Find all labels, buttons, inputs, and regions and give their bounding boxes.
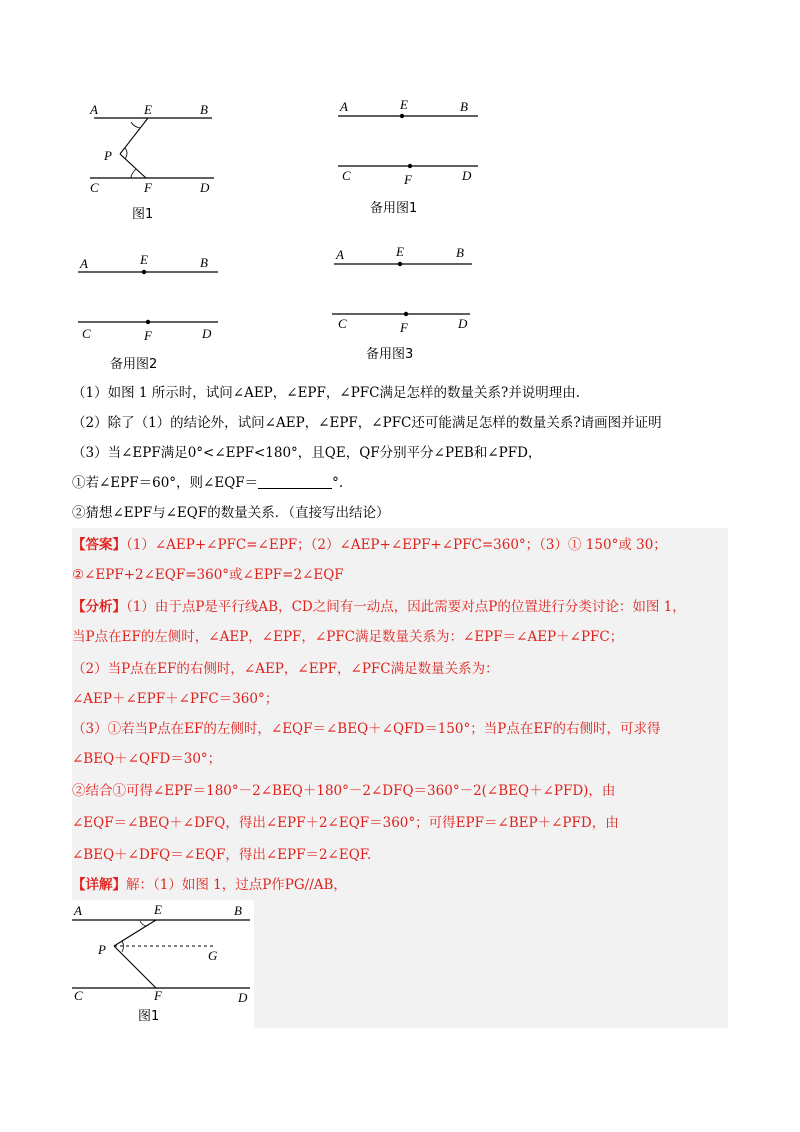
label-B: B <box>200 102 208 117</box>
question-3-part-1-unit: °. <box>332 475 344 491</box>
spare-figure-3 <box>330 242 480 367</box>
label-B: B <box>460 99 468 114</box>
label-C: C <box>342 168 351 183</box>
label-D: D <box>458 316 468 331</box>
spare-figure-1-drawing <box>334 96 484 221</box>
analysis-line-6: ∠BEQ＋∠QFD＝30°； <box>72 751 222 767</box>
question-2: （2）除了（1）的结论外，试问∠AEP，∠EPF，∠PFC还可能满足怎样的数量关系?请画图并证明 <box>72 415 662 431</box>
spare-figure-2-drawing <box>76 252 226 377</box>
detail-text-1: 解：（1）如图 1，过点P作PG//AB， <box>126 877 347 893</box>
label-E: E <box>400 97 408 112</box>
analysis-text-1: （1）由于点P是平行线AB，CD之间有一动点，因此需要对点P的位置进行分类讨论：如图 1， <box>126 599 686 615</box>
label-A: A <box>90 102 98 117</box>
detail-figure-caption: 图1 <box>138 1009 160 1024</box>
analysis-line-3: （2）当P点在EF的右侧时，∠AEP，∠EPF，∠PFC满足数量关系为： <box>72 661 499 677</box>
analysis-line-1 <box>72 598 732 616</box>
answer-line-1 <box>72 536 732 554</box>
label-F: F <box>404 172 412 187</box>
label-B: B <box>234 903 242 918</box>
figure-1-drawing <box>84 96 224 226</box>
analysis-tag: 【分析】 <box>72 599 126 615</box>
spare-figure-1-caption: 备用图1 <box>370 201 418 216</box>
label-G: G <box>208 948 218 963</box>
label-E: E <box>144 102 152 117</box>
analysis-line-7: ②结合①可得∠EPF＝180°－2∠BEQ＋180°－2∠DFQ＝360°－2(∠BEQ＋∠PFD)，由 <box>72 783 616 799</box>
analysis-line-8: ∠EQF＝∠BEQ＋∠DFQ，得出∠EPF＋2∠EQF＝360°；可得EPF＝∠BEP＋∠PFD，由 <box>72 815 619 831</box>
label-P: P <box>104 148 112 163</box>
spare-figure-3-caption: 备用图3 <box>366 347 414 362</box>
label-D: D <box>238 990 248 1005</box>
label-E: E <box>140 252 148 267</box>
question-3: （3）当∠EPF满足0°<∠EPF<180°，且QE，QF分别平分∠PEB和∠PFD， <box>72 445 542 461</box>
spare-figure-3-drawing <box>330 242 480 367</box>
label-F: F <box>144 180 152 195</box>
detail-figure-drawing <box>72 900 254 1028</box>
question-3-part-1-text: ①若∠EPF＝60°，则∠EQF＝ <box>72 475 259 491</box>
label-A: A <box>336 247 344 262</box>
label-P: P <box>98 942 106 957</box>
label-C: C <box>338 316 347 331</box>
analysis-line-2: 当P点在EF的左侧时，∠AEP，∠EPF，∠PFC满足数量关系为：∠EPF＝∠AEP＋∠PFC； <box>72 629 624 645</box>
detail-figure <box>72 900 254 1028</box>
analysis-line-9: ∠BEQ＋∠DFQ＝∠EQF，得出∠EPF＝2∠EQF. <box>72 847 372 863</box>
spare-figure-2 <box>76 252 226 377</box>
answer-text-1: （1）∠AEP+∠PFC=∠EPF；（2）∠AEP+∠EPF+∠PFC=360°；（3）① 150°或 30； <box>126 537 667 553</box>
label-B: B <box>200 255 208 270</box>
question-3-part-2: ②猜想∠EPF与∠EQF的数量关系．（直接写出结论） <box>72 505 390 521</box>
label-F: F <box>400 320 408 335</box>
label-C: C <box>90 180 99 195</box>
label-A: A <box>74 903 82 918</box>
label-F: F <box>154 988 162 1003</box>
figure-1-caption: 图1 <box>132 207 154 222</box>
label-C: C <box>82 326 91 341</box>
label-A: A <box>80 256 88 271</box>
detail-tag: 【详解】 <box>72 877 126 893</box>
answer-line-2: ②∠EPF+2∠EQF=360°或∠EPF=2∠EQF <box>72 567 344 583</box>
answer-blank[interactable] <box>258 475 332 489</box>
label-D: D <box>200 180 210 195</box>
question-3-part-1 <box>72 474 732 492</box>
label-F: F <box>144 328 152 343</box>
analysis-line-5: （3）①若当P点在EF的左侧时，∠EQF＝∠BEQ＋∠QFD＝150°；当P点在EF的右侧时，可求得 <box>72 721 661 737</box>
answer-tag: 【答案】 <box>72 537 126 553</box>
question-1: （1）如图 1 所示时，试问∠AEP，∠EPF，∠PFC满足怎样的数量关系?并说明理由. <box>72 385 580 401</box>
detail-line-1 <box>72 876 732 894</box>
label-A: A <box>340 99 348 114</box>
label-B: B <box>456 245 464 260</box>
figure-1 <box>84 96 224 226</box>
spare-figure-1 <box>334 96 484 221</box>
label-C: C <box>74 988 83 1003</box>
analysis-line-4: ∠AEP＋∠EPF＋∠PFC＝360°； <box>72 691 279 707</box>
label-E: E <box>396 244 404 259</box>
label-D: D <box>202 326 212 341</box>
spare-figure-2-caption: 备用图2 <box>110 357 158 372</box>
label-E: E <box>154 902 162 917</box>
label-D: D <box>462 168 472 183</box>
